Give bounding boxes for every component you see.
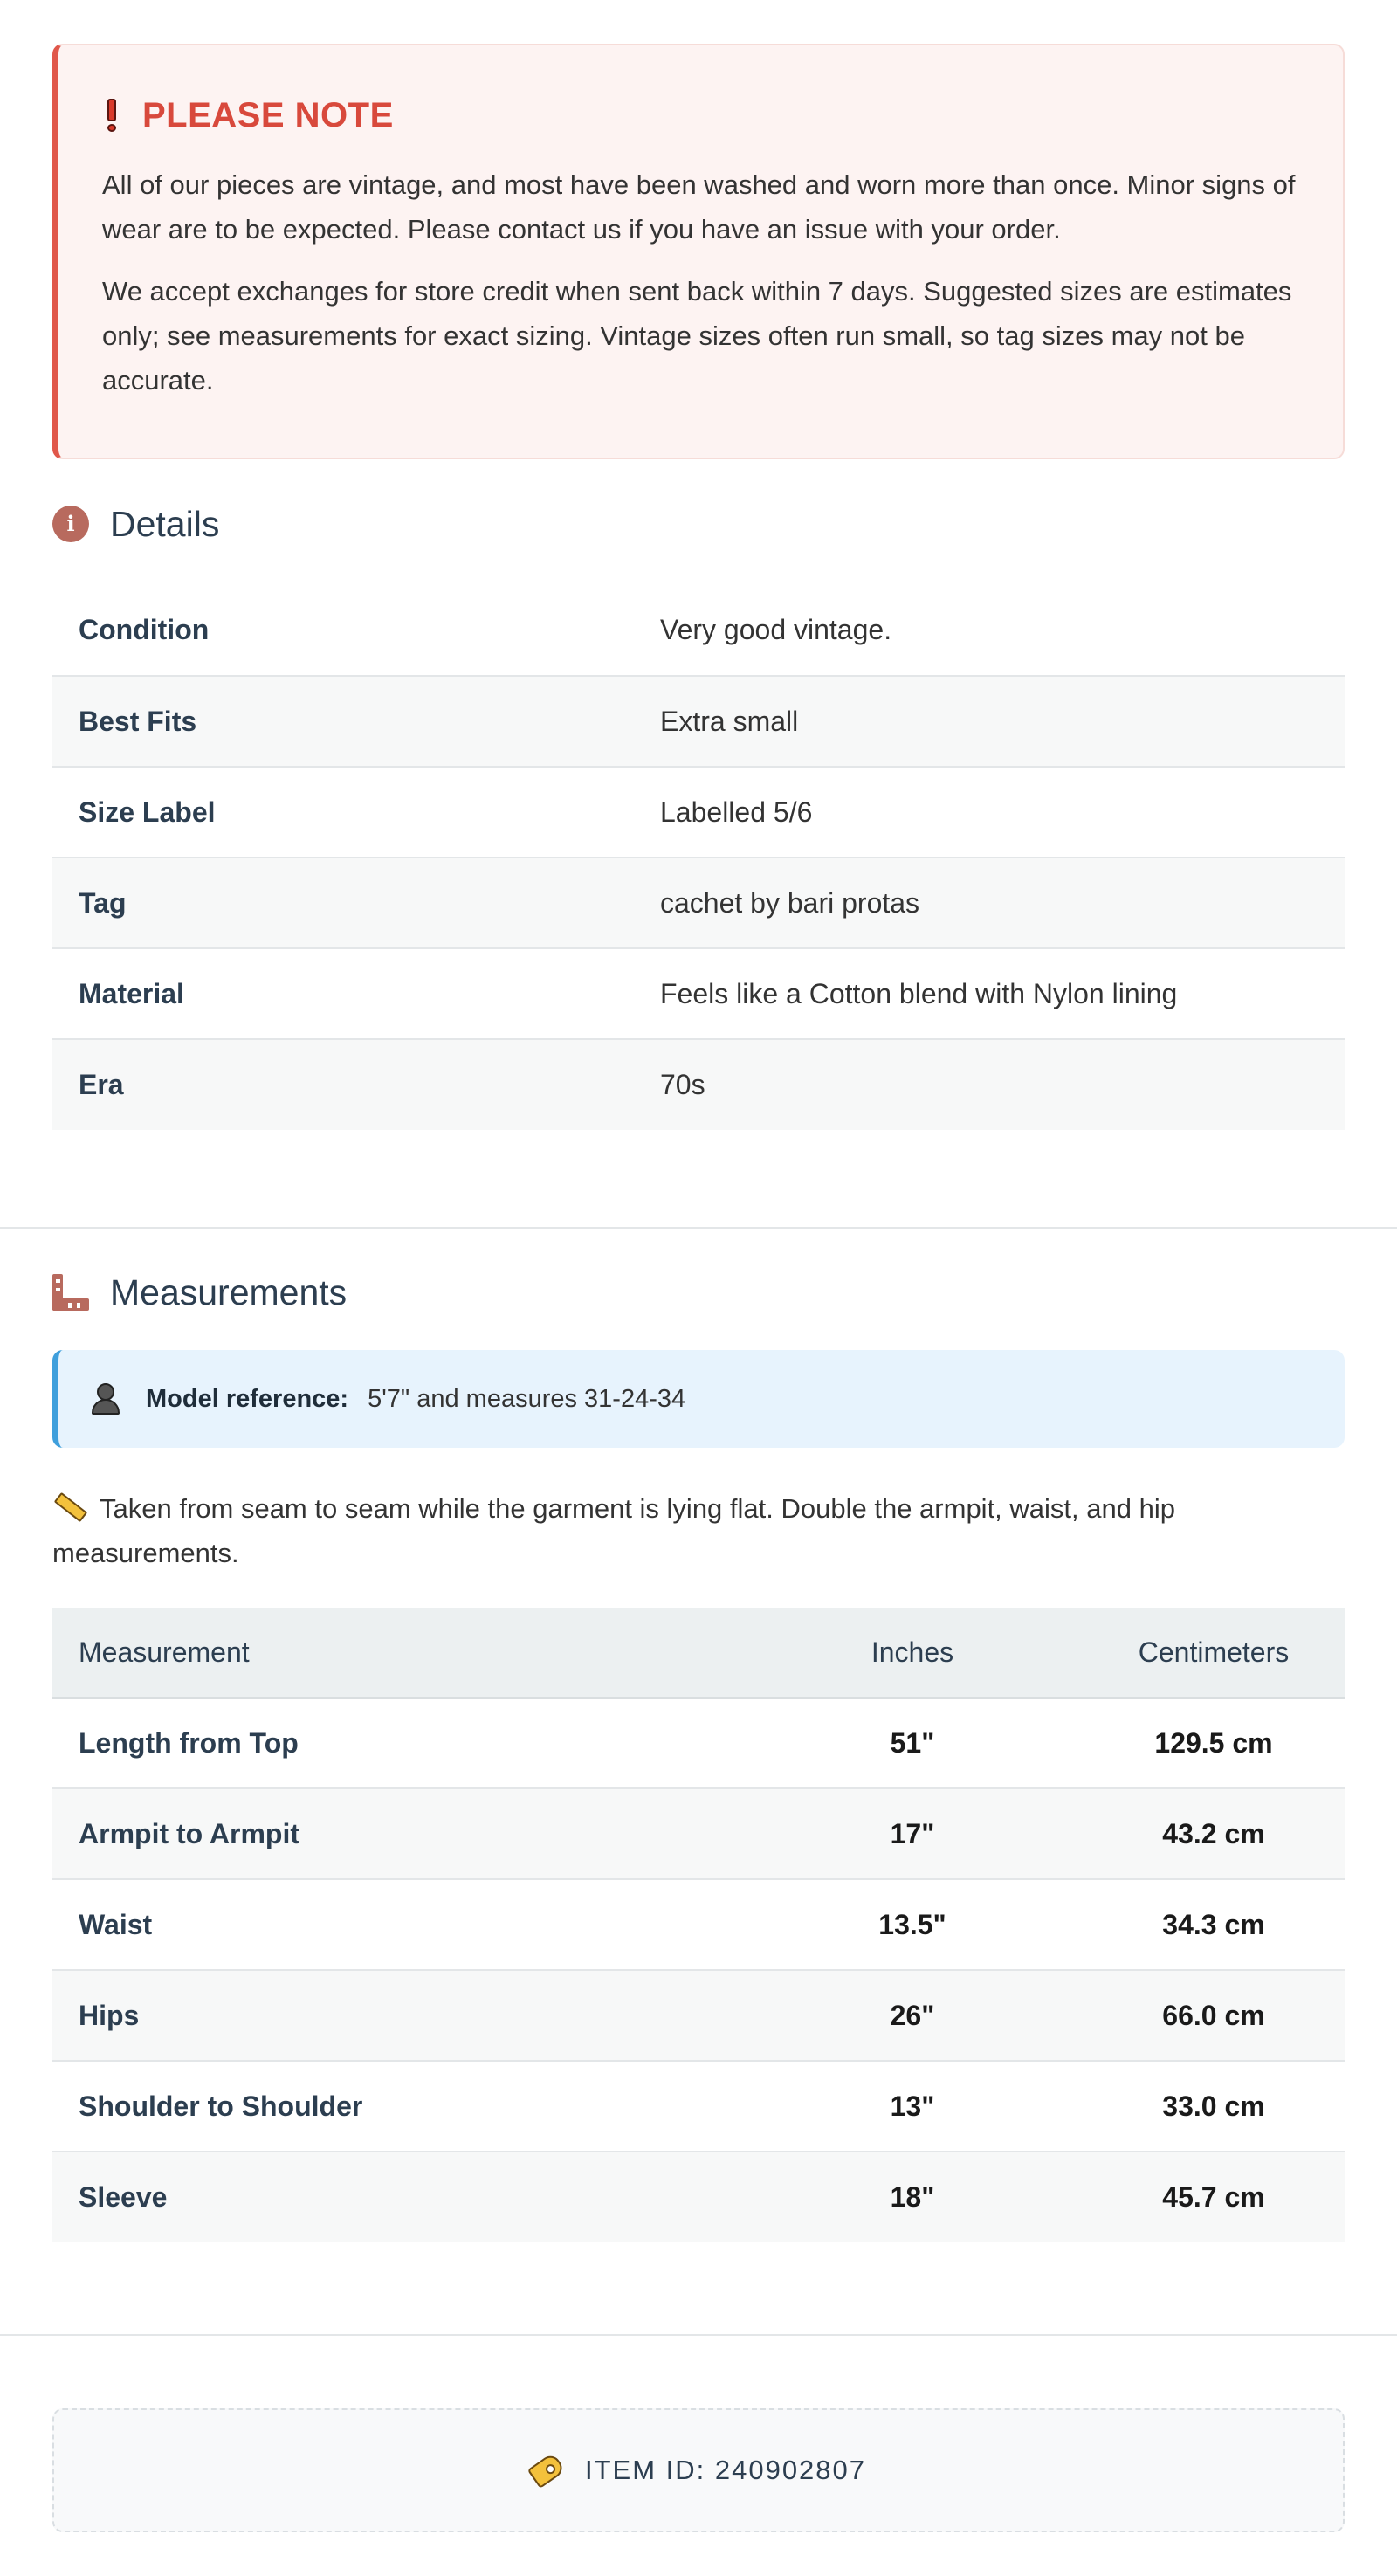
table-row <box>52 767 1345 858</box>
detail-label: Best Fits <box>52 676 634 767</box>
table-row <box>52 948 1345 1039</box>
notice-title: PLEASE NOTE <box>142 95 394 134</box>
measurement-name: Hips <box>52 1970 742 2061</box>
notice-paragraph: We accept exchanges for store credit when sent back within 7 days. Suggested sizes are estimates only; see measurements for exact sizing. Vintage sizes often run small, so tag sizes may not be accurate. <box>102 276 1292 396</box>
table-header-row <box>52 1608 1345 1698</box>
table-row <box>52 585 1345 676</box>
measurement-inches: 13.5" <box>742 1879 1083 1970</box>
detail-value: cachet by bari protas <box>634 858 1345 948</box>
measurements-section <box>52 1266 1345 2242</box>
detail-value: Very good vintage. <box>660 614 892 645</box>
table-row <box>52 1788 1345 1879</box>
detail-value: Feels like a Cotton blend with Nylon lining <box>634 948 1345 1039</box>
measurement-name: Sleeve <box>52 2152 742 2242</box>
table-row <box>52 1698 1345 1788</box>
table-row <box>52 1039 1345 1130</box>
details-title: Details <box>110 503 220 544</box>
exclamation-icon <box>106 99 118 132</box>
measurement-cm: 34.3 cm <box>1083 1879 1345 1970</box>
section-divider <box>0 2334 1397 2336</box>
detail-label: Size Label <box>52 767 634 858</box>
measurement-cm: 129.5 cm <box>1154 1726 1273 1759</box>
measurement-note-text: Taken from seam to seam while the garment is lying flat. Double the armpit, waist, and hip measurements. <box>52 1493 1175 1568</box>
measurement-inches: 17" <box>742 1788 1083 1879</box>
measurements-title: Measurements <box>110 1271 348 1312</box>
detail-label: Material <box>52 948 634 1039</box>
detail-value: 70s <box>634 1039 1345 1130</box>
measurement-inches: 18" <box>742 2152 1083 2242</box>
ruler-icon <box>52 1274 89 1311</box>
measurement-name: Length from Top <box>79 1726 299 1759</box>
table-row <box>52 2152 1345 2242</box>
measurement-name: Shoulder to Shoulder <box>52 2061 742 2152</box>
measurement-inches: 51" <box>890 1726 935 1759</box>
model-reference-label: Model reference: <box>146 1384 349 1413</box>
column-header-measurement: Measurement <box>52 1608 742 1698</box>
column-header-inches: Inches <box>742 1608 1083 1698</box>
table-row <box>52 2061 1345 2152</box>
person-icon <box>90 1383 120 1415</box>
details-header <box>52 498 1345 550</box>
measurement-cm: 43.2 cm <box>1083 1788 1345 1879</box>
details-table <box>52 585 1345 1130</box>
table-row <box>52 858 1345 948</box>
notice-paragraph: All of our pieces are vintage, and most have been washed and worn more than once. Minor signs of wear are to be expected. Please contact us if you have an issue with your order. <box>102 169 1296 245</box>
measurement-cm: 45.7 cm <box>1083 2152 1345 2242</box>
model-reference-value: 5'7" and measures 31-24-34 <box>368 1384 686 1413</box>
details-section <box>52 498 1345 1130</box>
measurement-note <box>52 1486 1345 1575</box>
measurement-cm: 33.0 cm <box>1083 2061 1345 2152</box>
measurements-table <box>52 1608 1345 2242</box>
detail-label: Era <box>52 1039 634 1130</box>
pencil-icon <box>54 1492 88 1522</box>
column-header-centimeters: Centimeters <box>1083 1608 1345 1698</box>
item-id-box <box>52 2408 1345 2532</box>
measurement-inches: 13" <box>742 2061 1083 2152</box>
notice-box <box>52 44 1345 459</box>
tag-icon <box>527 2452 566 2489</box>
measurement-inches: 26" <box>742 1970 1083 2061</box>
measurement-name: Armpit to Armpit <box>52 1788 742 1879</box>
section-divider <box>0 1227 1397 1229</box>
table-row <box>52 1879 1345 1970</box>
measurements-header <box>52 1266 1345 1319</box>
detail-value: Extra small <box>634 676 1345 767</box>
model-reference <box>52 1350 1345 1448</box>
table-row <box>52 1970 1345 2061</box>
item-id: ITEM ID: 240902807 <box>584 2455 867 2485</box>
table-row <box>52 676 1345 767</box>
detail-label: Tag <box>52 858 634 948</box>
detail-label: Condition <box>79 614 210 645</box>
info-icon: i <box>52 506 89 542</box>
measurement-name: Waist <box>52 1879 742 1970</box>
detail-value: Labelled 5/6 <box>634 767 1345 858</box>
notice-header <box>102 95 1299 134</box>
measurement-cm: 66.0 cm <box>1083 1970 1345 2061</box>
